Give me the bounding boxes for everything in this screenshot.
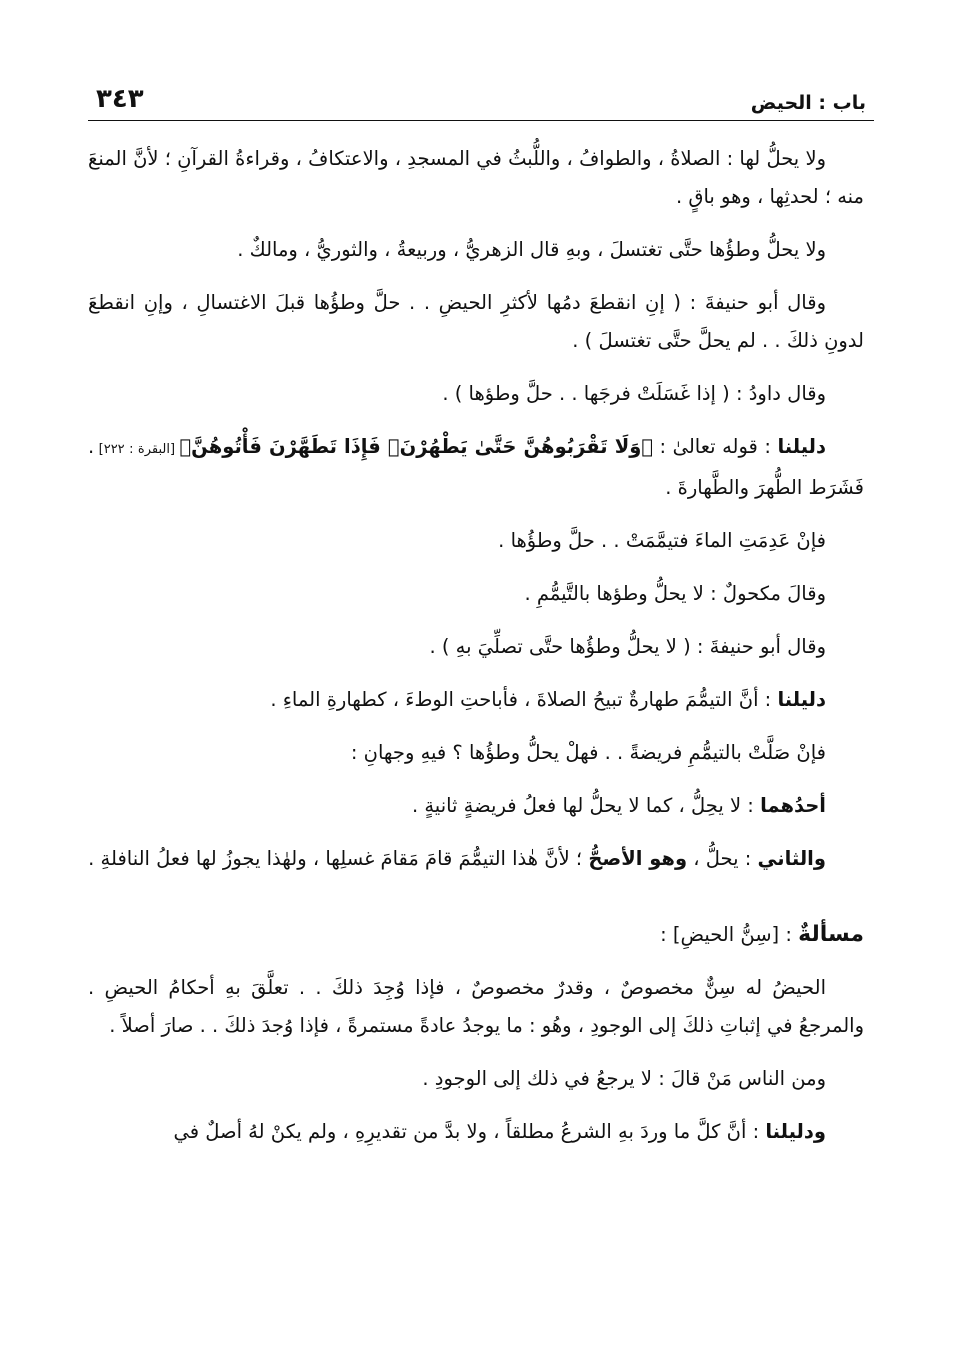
book-page xyxy=(88,70,874,1360)
paragraph-other-opinion: ومن الناس مَنْ قالَ : لا يرجعُ في ذلك إلى الوجودِ . xyxy=(422,1067,826,1090)
evidence-label: ودليلنا xyxy=(765,1120,826,1143)
paragraph-abu-hanifa-prayer: وقال أبو حنيفةَ : ( لا يحلُّ وطؤُها حتَّى تصلِّيَ بهِ ) . xyxy=(429,635,826,658)
second-view-text: : يحلُّ ، xyxy=(687,847,758,870)
paragraph-intercourse: ولا يحلُّ وطؤُها حتَّى تغتسلَ ، وبهِ قال الزهريُّ ، وربيعةُ ، والثوريُّ ، ومالكٌ . xyxy=(237,238,826,261)
page-body xyxy=(88,140,864,1166)
paragraph-evidence-tayammum xyxy=(88,681,864,719)
evidence-intro: : قوله تعالىٰ : xyxy=(653,435,778,458)
evidence-conclusion: . فَشَرَط الطُّهرَ والطَّهارةَ . xyxy=(88,435,864,499)
page-number: ٣٤٣ xyxy=(96,84,144,114)
verse-reference: [البقرة : ٢٢٢] xyxy=(94,442,180,457)
paragraph-second-view xyxy=(88,840,864,878)
paragraph-menstrual-age: الحيضُ له سِنٌّ مخصوصٌ ، وقدرٌ مخصوصٌ ، فإذا وُجِدَ ذلكَ . . تعلَّقَ بهِ أحكامُ الحيضِ . والمرجعُ في إثباتِ ذلكَ إلى الوجودِ ، وهُو : ما يوجدُ عادةً مستمرةً ، فإذا وُجدَ ذلكَ . . صارَ أصلاً . xyxy=(88,976,864,1037)
chapter-title: باب : الحيض xyxy=(750,92,866,114)
paragraph-abu-hanifa: وقال أبو حنيفةَ : ( إنِ انقطعَ دمُها لأكثرِ الحيضِ . . حلَّ وطؤُها قبلَ الاغتسالِ ، وإنِ انقطعَ لدونِ ذلكَ . . لم يحلَّ حتَّى تغتسلَ ) . xyxy=(88,291,864,352)
evidence-text: : أنَّ التيمُّمَ طهارةٌ تبيحُ الصلاةَ ، فأباحتِ الوطءَ ، كطهارةِ الماءِ . xyxy=(270,688,778,711)
second-view-reason: ؛ لأنَّ هٰذا التيمُّمَ قامَ مَقامَ غسلِها ، ولهٰذا يجوزُ لها فعلُ النافلةِ . xyxy=(88,847,589,870)
paragraph-first-view xyxy=(88,787,864,825)
paragraph-tayammum: فإنْ عَدِمَتِ الماءَ فتيمَّمَتْ . . حلَّ وطؤُها . xyxy=(498,529,826,552)
paragraph-final-evidence xyxy=(88,1113,864,1151)
evidence-label: دليلنا xyxy=(777,435,826,458)
paragraph-evidence-verse xyxy=(88,428,864,507)
running-header xyxy=(88,70,874,121)
quran-verse: ﴿وَلَا تَقْرَبُوهُنَّ حَتَّىٰ يَطْهُرْنَۖ فَإِذَا تَطَهَّرْنَ فَأْتُوهُنَّ﴾ xyxy=(179,435,654,458)
paragraph-prohibitions: ولا يحلُّ لها : الصلاةُ ، والطوافُ ، واللُّبثُ في المسجدِ ، والاعتكافُ ، وقراءةُ القرآنِ ؛ لأنَّ المنعَ منه ؛ لحدثِها ، وهو باقٍ . xyxy=(88,147,864,208)
second-view-label: والثاني xyxy=(757,847,826,870)
masala-heading xyxy=(88,916,864,954)
evidence-label: دليلنا xyxy=(777,688,826,711)
masala-title: مسألةٌ xyxy=(798,922,864,947)
paragraph-makhul: وقالَ مكحولٌ : لا يحلُّ وطؤها بالتَّيمُّمِ . xyxy=(524,582,826,605)
preferred-view-marker: وهو الأصحُّ xyxy=(588,847,688,870)
final-evidence-text: : أنَّ كلَّ ما وردَ بهِ الشرعُ مطلقاً ، ولا بدَّ من تقديرِهِ ، ولم يكنْ لهُ أصلٌ في xyxy=(173,1120,766,1143)
masala-subtitle: : [سِنُّ الحيضِ] : xyxy=(660,923,799,946)
first-view-label: أحدُهما xyxy=(760,794,826,817)
first-view-text: : لا يحِلُّ ، كما لا يحلُّ لها فعلُ فريضةٍ ثانيةٍ . xyxy=(411,794,761,817)
paragraph-dawud: وقال داودُ : ( إذا غَسَلَتْ فرجَها . . حلَّ وطؤها ) . xyxy=(442,382,826,405)
paragraph-two-views: فإنْ صَلَّتْ بالتيمُّمِ فريضةً . . فهلْ يحلُّ وطؤُها ؟ فيهِ وجهانِ : xyxy=(350,741,826,764)
